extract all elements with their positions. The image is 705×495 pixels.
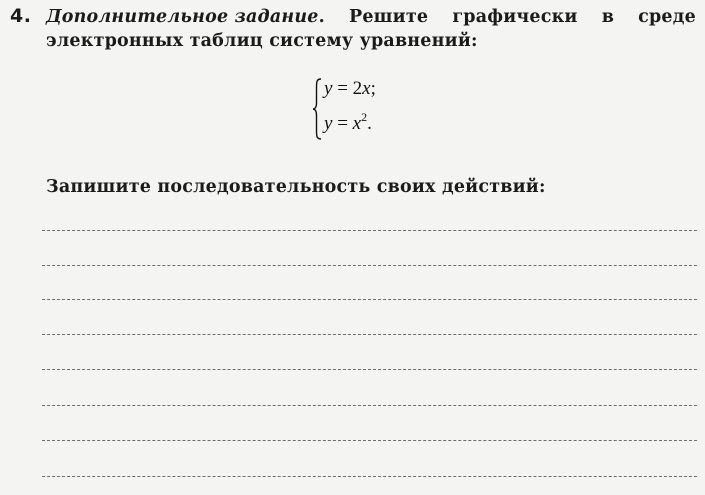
task-title: Дополнительное задание (46, 7, 319, 27)
answer-line[interactable] (42, 405, 697, 406)
eq1-lhs: y (324, 78, 333, 99)
answer-line[interactable] (42, 265, 697, 266)
task-word-3: в (601, 7, 615, 27)
task-title-group (46, 5, 325, 29)
eq2-var: x (352, 113, 362, 134)
task-statement (46, 5, 696, 53)
task-word-4: среде (638, 7, 696, 27)
task-number: 4. (10, 5, 32, 27)
answer-line[interactable] (42, 230, 697, 231)
task-title-period: . (318, 7, 325, 27)
instruction-text: Запишите последовательность своих действий: (46, 177, 546, 197)
answer-line[interactable] (42, 440, 697, 441)
equation-1 (324, 78, 376, 100)
task-word-1: Решите (348, 7, 429, 27)
eq2-exponent: 2 (361, 110, 368, 124)
eq1-var: x (362, 78, 371, 99)
curly-brace-icon (312, 78, 322, 140)
answer-line[interactable] (42, 369, 697, 370)
task-line-1 (46, 5, 696, 29)
eq2-lhs: y (324, 113, 333, 134)
eq2-op: = (332, 113, 353, 134)
eq1-op: = 2 (332, 78, 363, 99)
task-word-2: графически (452, 7, 578, 27)
answer-line[interactable] (42, 476, 697, 477)
answer-line[interactable] (42, 299, 697, 300)
eq2-tail: . (367, 113, 372, 134)
equation-system (312, 76, 422, 140)
equation-2 (324, 110, 372, 135)
answer-line[interactable] (42, 334, 697, 335)
task-line-2: электронных таблиц систему уравнений: (46, 31, 478, 51)
eq1-tail: ; (370, 78, 376, 99)
